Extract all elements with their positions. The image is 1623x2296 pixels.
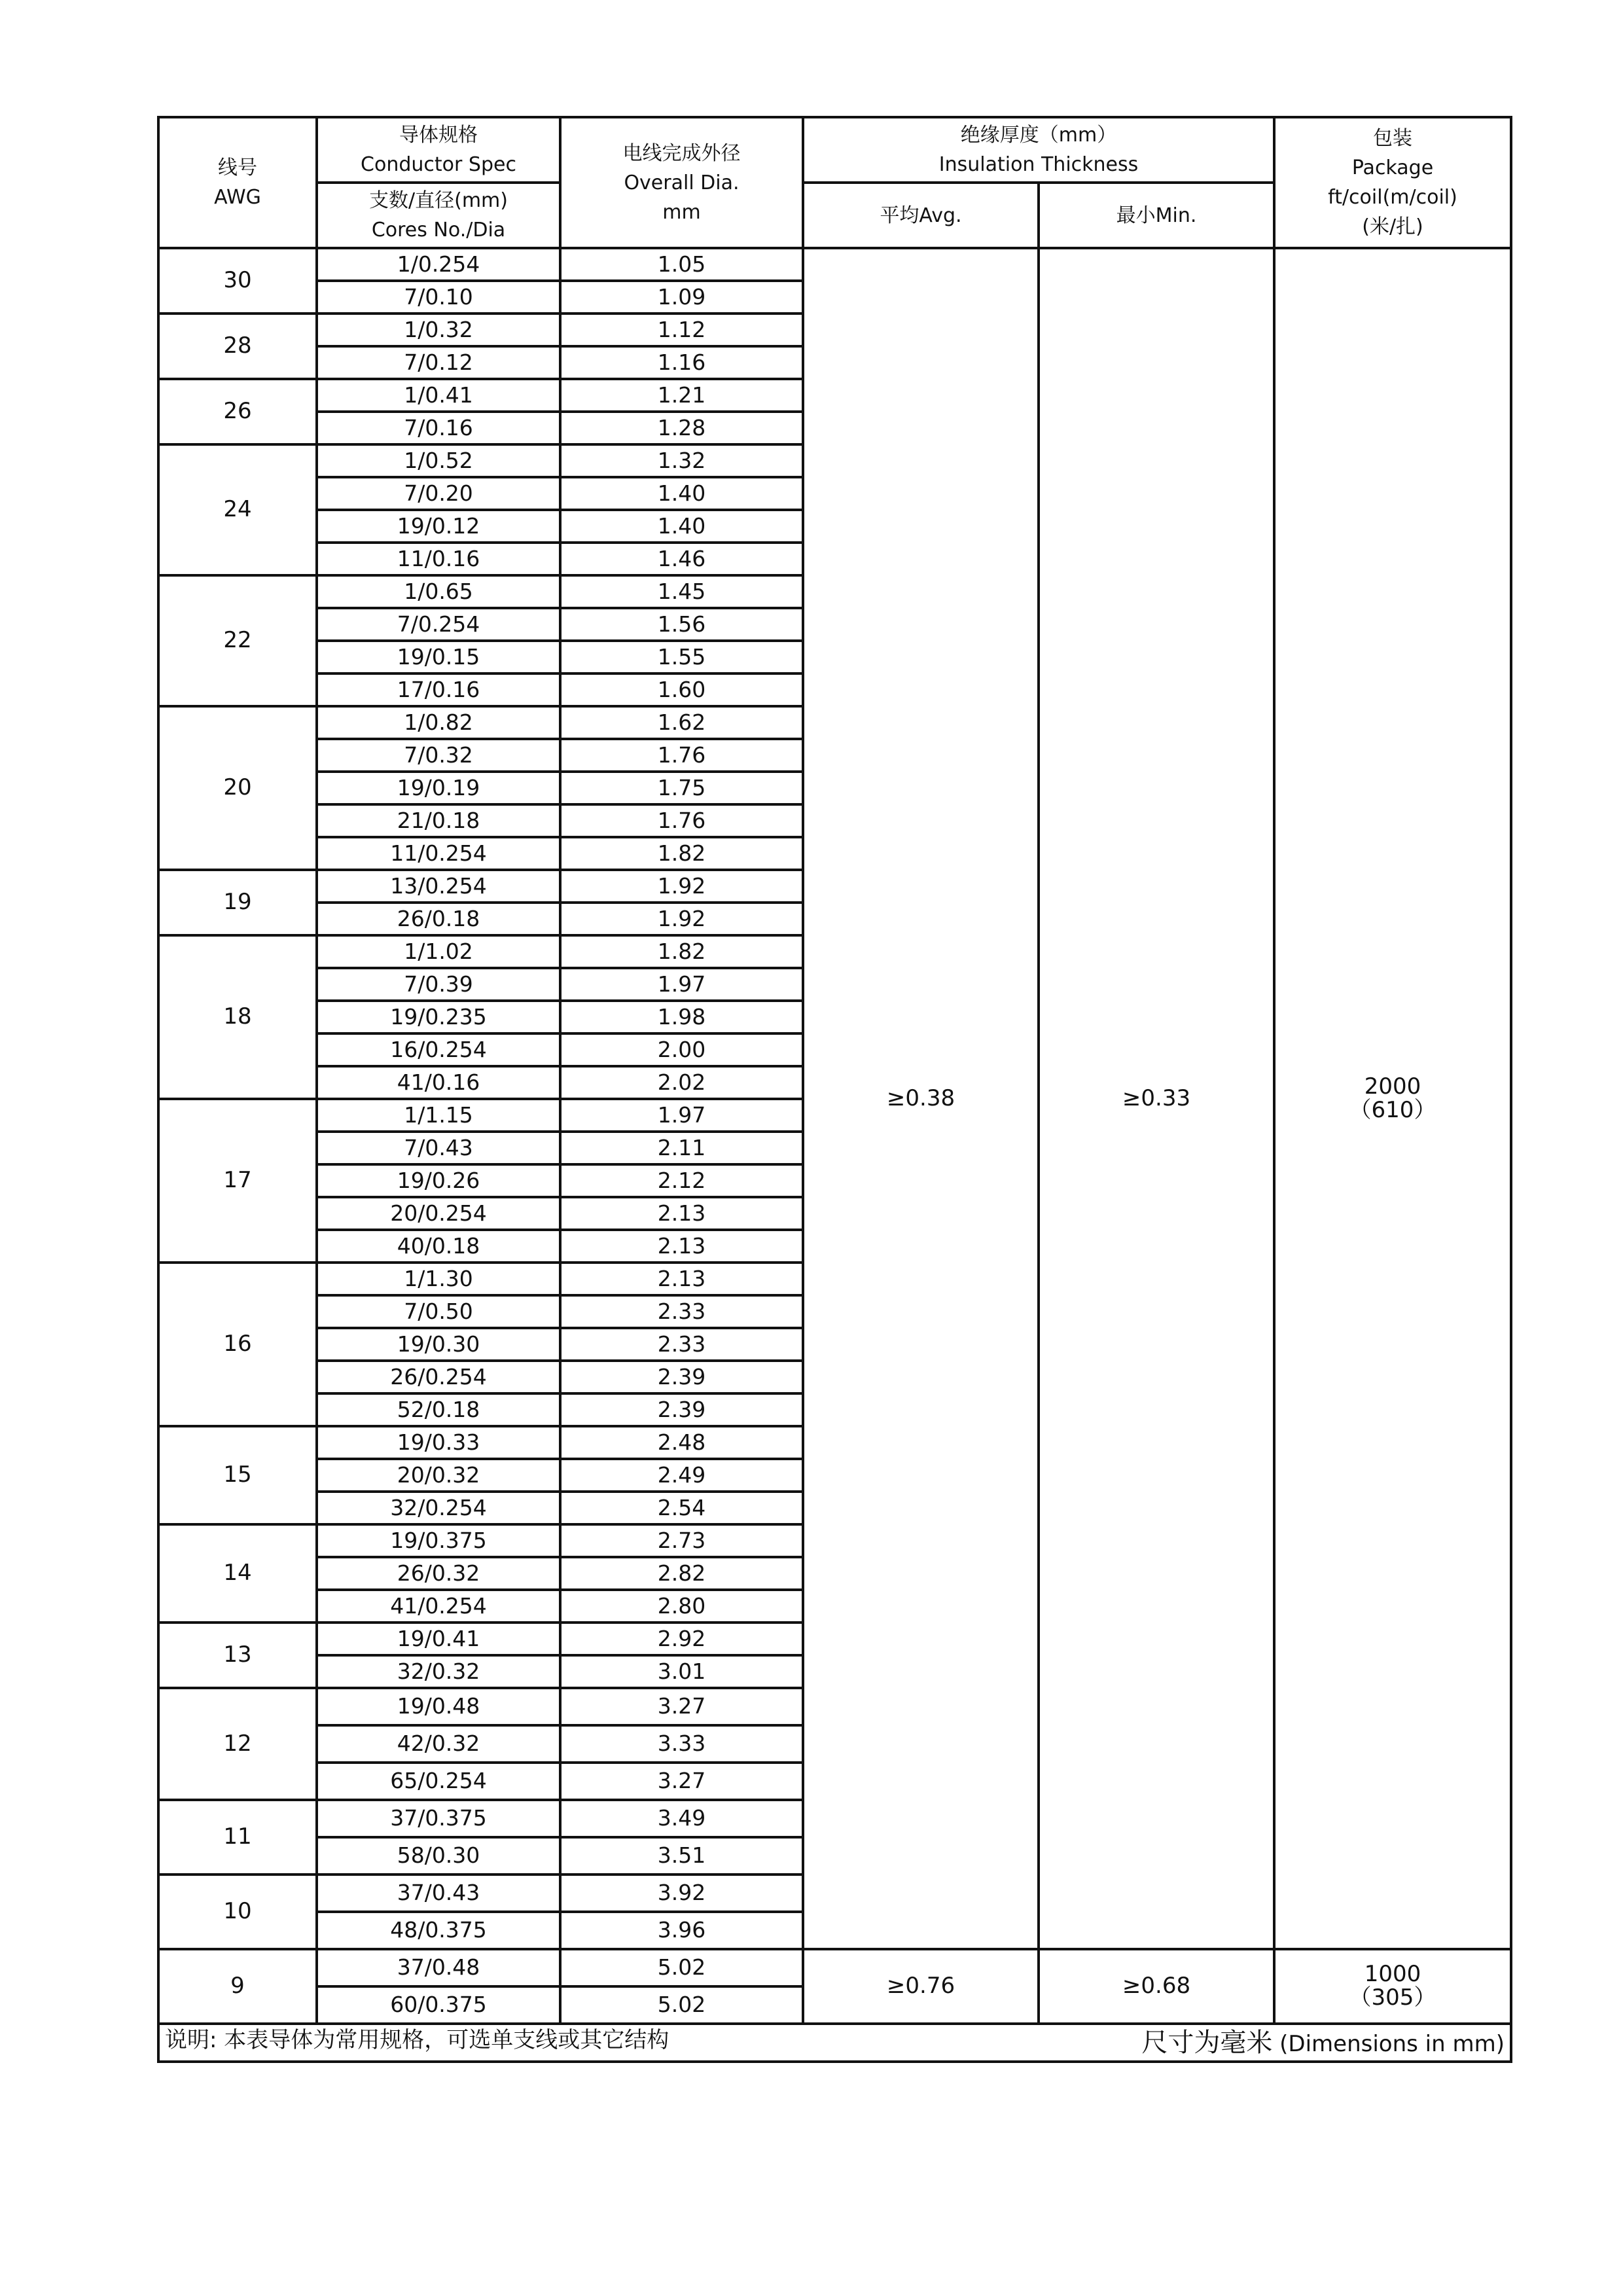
overall-dia-cell: 3.01 xyxy=(560,1655,803,1688)
units-note-en: (Dimensions in mm) xyxy=(1272,2031,1505,2057)
cores-cell: 19/0.375 xyxy=(317,1524,560,1557)
awg-cell: 17 xyxy=(158,1099,317,1263)
cores-cell: 26/0.32 xyxy=(317,1557,560,1590)
overall-dia-cell: 2.00 xyxy=(560,1033,803,1066)
cores-cell: 48/0.375 xyxy=(317,1912,560,1949)
overall-header-en: Overall Dia. xyxy=(624,171,740,194)
awg-cell: 12 xyxy=(158,1688,317,1800)
overall-dia-cell: 2.39 xyxy=(560,1361,803,1393)
overall-dia-cell: 2.12 xyxy=(560,1164,803,1197)
footer-row xyxy=(158,2024,1511,2062)
overall-dia-cell: 1.40 xyxy=(560,477,803,510)
package-ft: 1000 xyxy=(1364,1961,1421,1988)
table-row xyxy=(158,1949,1511,1986)
awg-cell: 11 xyxy=(158,1800,317,1874)
cores-cell: 19/0.41 xyxy=(317,1623,560,1655)
cores-cell: 19/0.48 xyxy=(317,1688,560,1725)
overall-dia-cell: 3.27 xyxy=(560,1688,803,1725)
overall-dia-cell: 1.60 xyxy=(560,673,803,706)
cores-cell: 19/0.15 xyxy=(317,641,560,673)
cores-cell: 7/0.254 xyxy=(317,608,560,641)
min-thickness-cell: ≥0.33 xyxy=(1039,248,1274,1949)
cores-cell: 19/0.19 xyxy=(317,772,560,804)
package-cell xyxy=(1274,248,1511,1949)
overall-header xyxy=(560,117,803,248)
overall-dia-cell: 2.13 xyxy=(560,1230,803,1263)
footer-cell xyxy=(158,2024,1511,2062)
cores-cell: 1/1.02 xyxy=(317,935,560,968)
overall-header-cn: 电线完成外径 xyxy=(622,141,741,165)
cores-cell: 7/0.50 xyxy=(317,1295,560,1328)
awg-cell: 30 xyxy=(158,248,317,314)
awg-cell: 16 xyxy=(158,1263,317,1426)
package-cell xyxy=(1274,1949,1511,2024)
overall-dia-cell: 3.33 xyxy=(560,1725,803,1763)
awg-cell: 9 xyxy=(158,1949,317,2024)
cores-cell: 65/0.254 xyxy=(317,1763,560,1800)
min-header: 最小Min. xyxy=(1039,183,1274,248)
overall-dia-cell: 2.49 xyxy=(560,1459,803,1492)
cores-cell: 20/0.254 xyxy=(317,1197,560,1230)
cores-header xyxy=(317,183,560,248)
min-thickness-cell: ≥0.68 xyxy=(1039,1949,1274,2024)
insulation-header-cn: 绝缘厚度（mm） xyxy=(960,124,1117,147)
cores-cell: 7/0.16 xyxy=(317,412,560,444)
awg-cell: 28 xyxy=(158,314,317,379)
overall-dia-cell: 1.92 xyxy=(560,870,803,903)
cores-cell: 60/0.375 xyxy=(317,1986,560,2024)
cores-cell: 41/0.254 xyxy=(317,1590,560,1623)
cores-cell: 16/0.254 xyxy=(317,1033,560,1066)
overall-dia-cell: 3.92 xyxy=(560,1874,803,1912)
overall-dia-cell: 1.05 xyxy=(560,248,803,281)
cores-cell: 26/0.18 xyxy=(317,903,560,935)
overall-dia-cell: 1.62 xyxy=(560,706,803,739)
avg-thickness-cell: ≥0.38 xyxy=(803,248,1039,1949)
cores-cell: 11/0.254 xyxy=(317,837,560,870)
overall-dia-cell: 2.82 xyxy=(560,1557,803,1590)
cores-cell: 52/0.18 xyxy=(317,1393,560,1426)
cores-cell: 7/0.39 xyxy=(317,968,560,1001)
awg-cell: 19 xyxy=(158,870,317,935)
awg-cell: 22 xyxy=(158,575,317,706)
cores-cell: 13/0.254 xyxy=(317,870,560,903)
overall-dia-cell: 1.12 xyxy=(560,314,803,346)
cores-cell: 1/1.15 xyxy=(317,1099,560,1132)
package-ft: 2000 xyxy=(1364,1073,1421,1100)
insulation-header xyxy=(803,117,1274,183)
overall-dia-cell: 1.16 xyxy=(560,346,803,379)
overall-dia-cell: 2.33 xyxy=(560,1328,803,1361)
cores-cell: 21/0.18 xyxy=(317,804,560,837)
cores-cell: 1/0.41 xyxy=(317,379,560,412)
cores-cell: 32/0.32 xyxy=(317,1655,560,1688)
overall-dia-cell: 1.28 xyxy=(560,412,803,444)
package-header-en: Package xyxy=(1351,156,1434,179)
conductor-header xyxy=(317,117,560,183)
units-note xyxy=(1141,2029,1505,2056)
overall-dia-cell: 2.33 xyxy=(560,1295,803,1328)
overall-dia-cell: 1.55 xyxy=(560,641,803,673)
overall-dia-cell: 2.13 xyxy=(560,1263,803,1295)
cores-cell: 26/0.254 xyxy=(317,1361,560,1393)
cores-cell: 20/0.32 xyxy=(317,1459,560,1492)
package-header xyxy=(1274,117,1511,248)
overall-dia-cell: 1.45 xyxy=(560,575,803,608)
cores-cell: 1/0.82 xyxy=(317,706,560,739)
overall-dia-cell: 1.09 xyxy=(560,281,803,314)
footer-note: 说明: 本表导体为常用规格，可选单支线或其它结构 xyxy=(165,2027,669,2053)
overall-dia-cell: 1.46 xyxy=(560,543,803,575)
package-header-unit: ft/coil(m/coil) xyxy=(1328,186,1457,209)
overall-dia-cell: 1.56 xyxy=(560,608,803,641)
conductor-header-en: Conductor Spec xyxy=(361,153,516,176)
cores-cell: 1/1.30 xyxy=(317,1263,560,1295)
overall-dia-cell: 2.13 xyxy=(560,1197,803,1230)
cores-cell: 32/0.254 xyxy=(317,1492,560,1524)
awg-cell: 10 xyxy=(158,1874,317,1949)
overall-dia-cell: 1.76 xyxy=(560,804,803,837)
cores-cell: 19/0.12 xyxy=(317,510,560,543)
overall-dia-cell: 2.92 xyxy=(560,1623,803,1655)
avg-header: 平均Avg. xyxy=(803,183,1039,248)
cores-cell: 1/0.52 xyxy=(317,444,560,477)
overall-dia-cell: 1.32 xyxy=(560,444,803,477)
cores-cell: 40/0.18 xyxy=(317,1230,560,1263)
cores-cell: 37/0.43 xyxy=(317,1874,560,1912)
cores-header-cn: 支数/直径(mm) xyxy=(369,189,508,212)
avg-thickness-cell: ≥0.76 xyxy=(803,1949,1039,2024)
overall-dia-cell: 1.75 xyxy=(560,772,803,804)
overall-dia-cell: 2.02 xyxy=(560,1066,803,1099)
package-m: （305） xyxy=(1349,1984,1436,2011)
insulation-header-en: Insulation Thickness xyxy=(938,153,1139,176)
overall-dia-cell: 1.40 xyxy=(560,510,803,543)
awg-cell: 26 xyxy=(158,379,317,444)
cores-cell: 7/0.10 xyxy=(317,281,560,314)
overall-dia-cell: 1.92 xyxy=(560,903,803,935)
awg-header xyxy=(158,117,317,248)
header-row-1 xyxy=(158,117,1511,183)
awg-cell: 18 xyxy=(158,935,317,1099)
overall-dia-cell: 1.97 xyxy=(560,1099,803,1132)
cores-cell: 37/0.375 xyxy=(317,1800,560,1837)
cores-cell: 1/0.65 xyxy=(317,575,560,608)
table-row xyxy=(158,248,1511,281)
overall-header-unit: mm xyxy=(662,200,701,224)
overall-dia-cell: 2.11 xyxy=(560,1132,803,1164)
cores-cell: 19/0.26 xyxy=(317,1164,560,1197)
overall-dia-cell: 2.80 xyxy=(560,1590,803,1623)
package-header-cn: 包装 xyxy=(1373,127,1412,150)
overall-dia-cell: 3.27 xyxy=(560,1763,803,1800)
awg-cell: 15 xyxy=(158,1426,317,1524)
cores-cell: 17/0.16 xyxy=(317,673,560,706)
overall-dia-cell: 3.49 xyxy=(560,1800,803,1837)
awg-cell: 13 xyxy=(158,1623,317,1688)
cores-cell: 1/0.32 xyxy=(317,314,560,346)
overall-dia-cell: 2.39 xyxy=(560,1393,803,1426)
cores-cell: 7/0.20 xyxy=(317,477,560,510)
awg-header-en: AWG xyxy=(214,186,261,209)
cores-cell: 41/0.16 xyxy=(317,1066,560,1099)
overall-dia-cell: 1.82 xyxy=(560,837,803,870)
cores-cell: 19/0.33 xyxy=(317,1426,560,1459)
cores-cell: 42/0.32 xyxy=(317,1725,560,1763)
units-note-cn: 尺寸为毫米 xyxy=(1141,2028,1273,2058)
cores-cell: 11/0.16 xyxy=(317,543,560,575)
overall-dia-cell: 3.51 xyxy=(560,1837,803,1874)
package-m: （610） xyxy=(1349,1096,1436,1123)
overall-dia-cell: 2.48 xyxy=(560,1426,803,1459)
package-header-unit-cn: (米/扎) xyxy=(1362,215,1423,238)
cores-cell: 19/0.30 xyxy=(317,1328,560,1361)
overall-dia-cell: 5.02 xyxy=(560,1986,803,2024)
awg-cell: 20 xyxy=(158,706,317,870)
overall-dia-cell: 1.76 xyxy=(560,739,803,772)
overall-dia-cell: 1.82 xyxy=(560,935,803,968)
cores-cell: 37/0.48 xyxy=(317,1949,560,1986)
overall-dia-cell: 1.97 xyxy=(560,968,803,1001)
cores-cell: 19/0.235 xyxy=(317,1001,560,1033)
awg-cell: 14 xyxy=(158,1524,317,1623)
overall-dia-cell: 2.73 xyxy=(560,1524,803,1557)
cores-cell: 7/0.43 xyxy=(317,1132,560,1164)
cores-cell: 58/0.30 xyxy=(317,1837,560,1874)
overall-dia-cell: 3.96 xyxy=(560,1912,803,1949)
awg-header-cn: 线号 xyxy=(218,156,257,179)
overall-dia-cell: 2.54 xyxy=(560,1492,803,1524)
wire-spec-table xyxy=(157,116,1512,2063)
overall-dia-cell: 1.98 xyxy=(560,1001,803,1033)
overall-dia-cell: 1.21 xyxy=(560,379,803,412)
cores-cell: 1/0.254 xyxy=(317,248,560,281)
overall-dia-cell: 5.02 xyxy=(560,1949,803,1986)
conductor-header-cn: 导体规格 xyxy=(399,124,478,147)
awg-cell: 24 xyxy=(158,444,317,575)
cores-header-en: Cores No./Dia xyxy=(371,219,506,242)
cores-cell: 7/0.12 xyxy=(317,346,560,379)
cores-cell: 7/0.32 xyxy=(317,739,560,772)
